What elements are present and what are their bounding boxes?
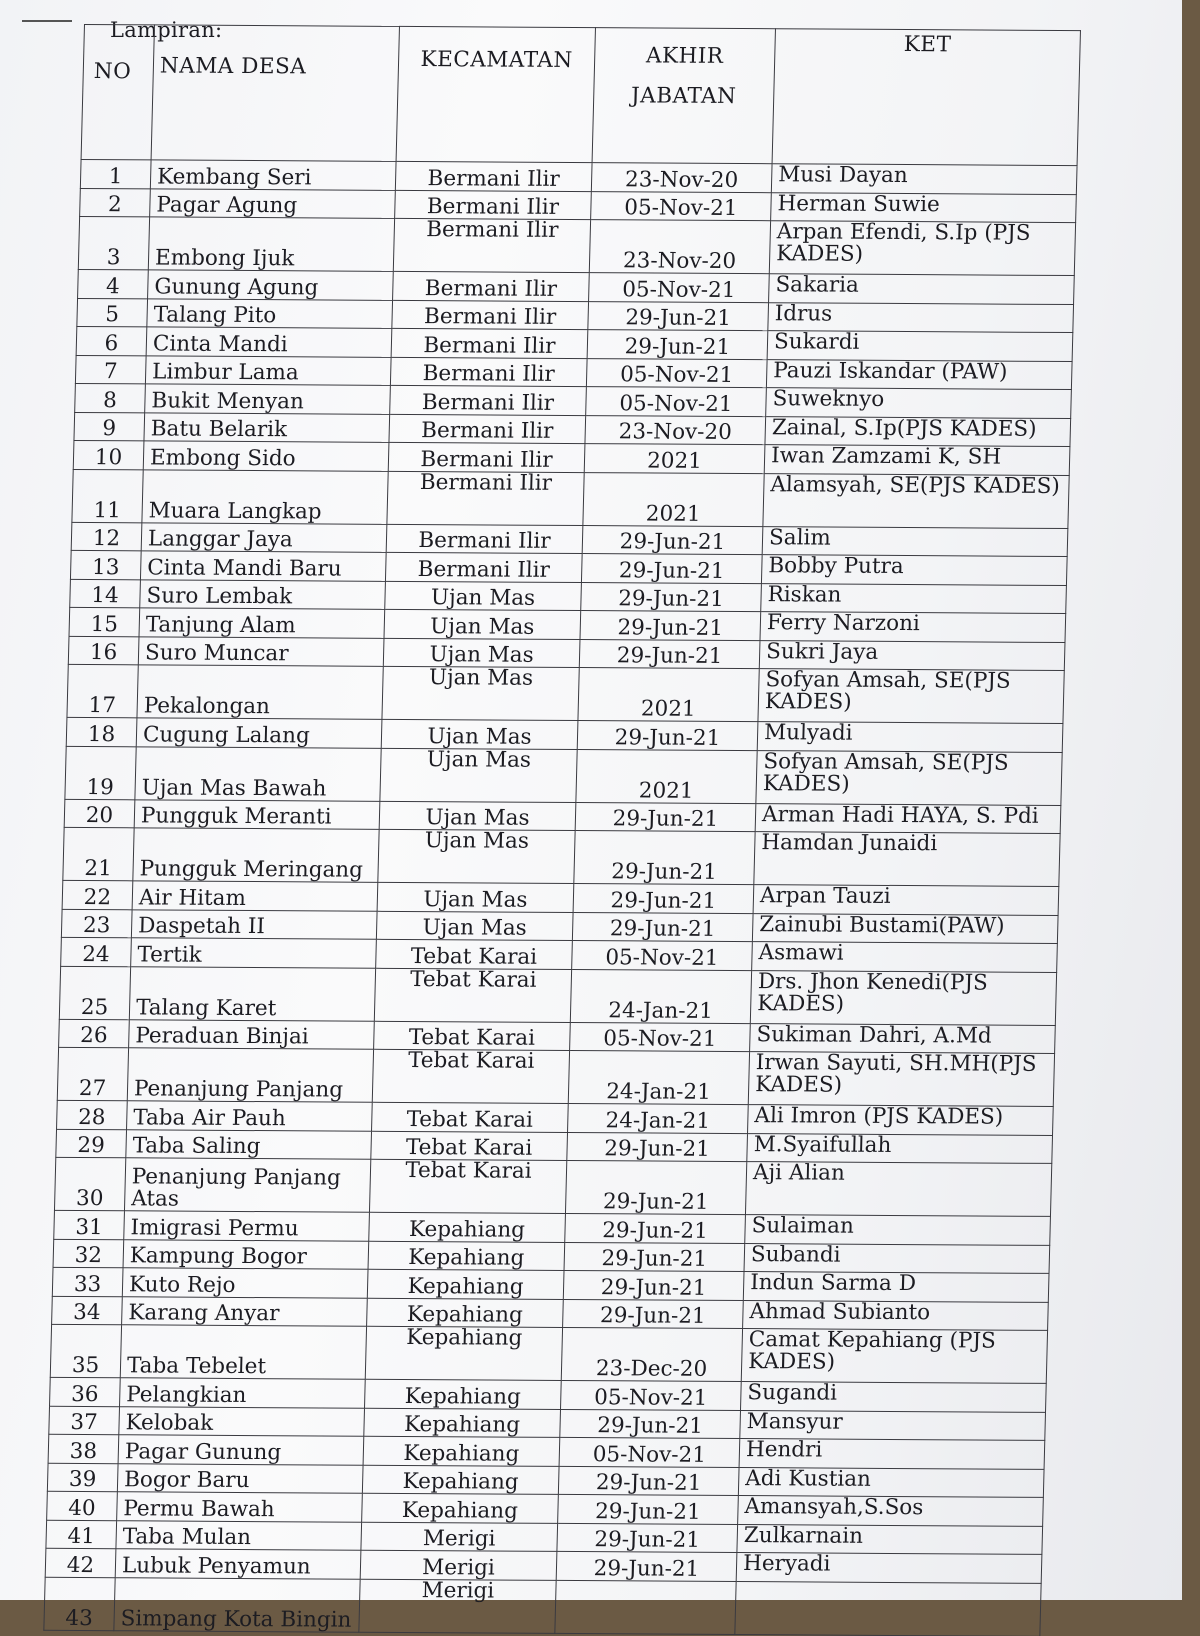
table-row (61, 909, 1058, 944)
table-row (72, 469, 1069, 528)
cell-akhir-jabatan: 05-Nov-21 (586, 387, 767, 417)
cell-kecamatan: Kepahiang (364, 1408, 561, 1438)
cell-nama-desa: Talang Karet (129, 966, 375, 1020)
cell-ket: Musi Dayan (771, 164, 1077, 194)
cell-ket: Hamdan Junaidi (754, 832, 1060, 887)
cell-no: 17 (67, 664, 138, 717)
cell-kecamatan: Bermani Ilir (389, 414, 586, 444)
table-row (50, 1324, 1047, 1383)
table-row (53, 1239, 1050, 1274)
cell-akhir-jabatan: 29-Jun-21 (588, 301, 769, 331)
cell-kecamatan: Tebat Karai (372, 1049, 569, 1103)
cell-kecamatan: Kepahiang (367, 1298, 564, 1328)
cell-kecamatan: Bermani Ilir (395, 161, 592, 191)
cell-nama-desa: Lubuk Penyamun (115, 1549, 361, 1579)
cell-kecamatan: Kepahiang (369, 1212, 566, 1242)
table-row (78, 269, 1075, 304)
cell-nama-desa: Pungguk Meringang (133, 828, 379, 882)
cell-no: 7 (75, 355, 146, 384)
cell-no: 12 (71, 522, 142, 551)
cell-nama-desa: Pungguk Meranti (134, 799, 380, 829)
cell-ket: Idrus (768, 302, 1074, 332)
cell-ket: Sugandi (741, 1382, 1047, 1412)
cell-kecamatan: Bermani Ilir (392, 300, 589, 330)
table-row (77, 298, 1074, 333)
cell-no: 29 (56, 1129, 127, 1158)
cell-no: 26 (59, 1019, 130, 1048)
table-row (69, 607, 1066, 642)
cell-kecamatan: Bermani Ilir (390, 357, 587, 387)
cell-akhir-jabatan: 2021 (583, 472, 764, 526)
cell-ket: Hendri (739, 1439, 1045, 1469)
cell-nama-desa: Embong Sido (143, 441, 389, 471)
cell-kecamatan: Bermani Ilir (386, 524, 583, 554)
cell-ket: Herman Suwie (771, 192, 1077, 222)
cell-no: 31 (54, 1210, 125, 1239)
cell-kecamatan: Bermani Ilir (390, 385, 587, 415)
cell-kecamatan: Tebat Karai (371, 1131, 568, 1161)
cell-nama-desa: Karang Anyar (122, 1296, 368, 1326)
cell-akhir-jabatan (555, 1580, 736, 1634)
cell-ket: Riskan (761, 583, 1067, 613)
cell-kecamatan: Tebat Karai (374, 968, 571, 1022)
cell-nama-desa: Cinta Mandi Baru (140, 551, 386, 581)
cell-nama-desa: Embong Ijuk (148, 217, 394, 271)
cell-no: 4 (78, 269, 149, 298)
cell-ket: Zainal, S.Ip(PJS KADES) (765, 416, 1071, 446)
cell-kecamatan: Ujan Mas (385, 581, 582, 611)
table-row (70, 579, 1067, 614)
cell-akhir-jabatan: 29-Jun-21 (572, 912, 753, 942)
cell-nama-desa: Daspetah II (131, 909, 377, 939)
cell-nama-desa: Taba Tebelet (120, 1325, 366, 1379)
cell-nama-desa: Pagar Gunung (118, 1435, 364, 1465)
table-row (50, 1377, 1047, 1412)
cell-nama-desa: Penanjung Panjang (127, 1048, 373, 1102)
cell-no: 39 (47, 1463, 118, 1492)
cell-nama-desa: Talang Pito (147, 298, 393, 328)
cell-akhir-jabatan: 29-Jun-21 (581, 582, 762, 612)
cell-nama-desa: Muara Langkap (142, 469, 388, 523)
cell-no: 21 (63, 827, 134, 880)
cell-akhir-jabatan: 2021 (578, 668, 759, 722)
cell-nama-desa: Air Hitam (132, 881, 378, 911)
header-akhir-line2: JABATAN (630, 83, 737, 109)
cell-nama-desa: Peraduan Binjai (129, 1019, 375, 1049)
cell-no: 40 (47, 1491, 118, 1520)
cell-kecamatan: Tebat Karai (374, 1021, 571, 1051)
cell-ket (735, 1581, 1041, 1636)
cell-nama-desa: Kelobak (119, 1406, 365, 1436)
cell-akhir-jabatan: 29-Jun-21 (558, 1494, 739, 1524)
cell-akhir-jabatan: 24-Jan-21 (570, 969, 751, 1023)
cell-no: 33 (52, 1267, 123, 1296)
table-row (70, 550, 1067, 585)
cell-no: 16 (68, 636, 139, 665)
cell-kecamatan: Ujan Mas (379, 801, 576, 831)
cell-akhir-jabatan: 29-Jun-21 (575, 802, 756, 832)
cell-kecamatan: Ujan Mas (380, 748, 577, 802)
header-ket: KET (772, 29, 1080, 166)
cell-akhir-jabatan: 05-Nov-21 (561, 1380, 742, 1410)
cell-no: 35 (50, 1324, 121, 1377)
cell-akhir-jabatan: 29-Jun-21 (587, 330, 768, 360)
cell-no: 9 (74, 412, 145, 441)
cell-akhir-jabatan: 29-Jun-21 (574, 831, 755, 885)
cell-nama-desa: Taba Saling (126, 1129, 372, 1159)
table-row (67, 664, 1064, 723)
table-row (64, 799, 1061, 834)
table-row (59, 966, 1056, 1025)
table-row (47, 1491, 1044, 1526)
cell-ket: Arpan Tauzi (753, 885, 1059, 915)
header-akhir-line1: AKHIR (645, 43, 724, 69)
cell-no: 2 (80, 188, 151, 217)
cell-akhir-jabatan: 2021 (584, 444, 765, 474)
cell-kecamatan: Bermani Ilir (385, 552, 582, 582)
table-header-row (81, 25, 1080, 166)
table-row (75, 383, 1072, 418)
cell-kecamatan: Bermani Ilir (387, 471, 584, 525)
cell-no: 34 (52, 1296, 123, 1325)
cell-nama-desa: Bogor Baru (117, 1463, 363, 1493)
table-row (59, 1019, 1056, 1054)
cell-kecamatan: Bermani Ilir (395, 190, 592, 220)
cell-akhir-jabatan: 24-Jan-21 (568, 1050, 749, 1104)
table-row (65, 746, 1062, 805)
cell-ket: Mulyadi (757, 722, 1063, 752)
cell-ket: Pauzi Iskandar (PAW) (766, 359, 1072, 389)
cell-kecamatan: Ujan Mas (383, 638, 580, 668)
cell-ket: Sukiman Dahri, A.Md (750, 1023, 1056, 1053)
cell-nama-desa: Gunung Agung (148, 270, 394, 300)
header-akhir-jabatan (592, 28, 775, 164)
cell-nama-desa: Kembang Seri (150, 160, 396, 190)
cell-akhir-jabatan: 29-Jun-21 (582, 525, 763, 555)
cell-kecamatan: Bermani Ilir (391, 328, 588, 358)
cell-no: 22 (62, 880, 133, 909)
cell-nama-desa: Bukit Menyan (145, 384, 391, 414)
table-row (68, 636, 1065, 671)
cell-akhir-jabatan: 2021 (576, 749, 757, 803)
cell-no: 37 (49, 1406, 120, 1435)
table-row (74, 412, 1071, 447)
table-row (46, 1520, 1043, 1555)
cell-no: 6 (76, 326, 147, 355)
table-row (45, 1548, 1042, 1583)
cell-kecamatan: Merigi (360, 1550, 557, 1580)
cell-ket: Ali Imron (PJS KADES) (748, 1105, 1054, 1135)
cell-nama-desa: Suro Lembak (140, 579, 386, 609)
table-row (66, 717, 1063, 752)
cell-kecamatan: Ujan Mas (378, 829, 575, 883)
cell-akhir-jabatan: 23-Nov-20 (589, 220, 770, 274)
cell-no: 13 (70, 550, 141, 579)
cell-kecamatan: Tebat Karai (369, 1159, 566, 1213)
cell-no: 43 (44, 1577, 115, 1630)
table-row (56, 1129, 1053, 1164)
cell-no: 20 (64, 799, 135, 828)
cell-ket: Indun Sarma D (743, 1272, 1049, 1302)
cell-no: 24 (61, 937, 132, 966)
cell-nama-desa: Batu Belarik (144, 412, 390, 442)
cell-akhir-jabatan: 29-Jun-21 (557, 1523, 738, 1553)
cell-no: 1 (80, 159, 151, 188)
header-kecamatan: KECAMATAN (396, 26, 595, 162)
cell-no: 18 (66, 717, 137, 746)
cell-no: 28 (57, 1100, 128, 1129)
table-row (62, 880, 1059, 915)
cell-akhir-jabatan: 23-Nov-20 (591, 163, 772, 193)
cell-akhir-jabatan: 29-Jun-21 (581, 554, 762, 584)
cell-nama-desa: Limbur Lama (145, 355, 391, 385)
cell-ket: Salim (762, 526, 1068, 556)
cell-ket: Irwan Sayuti, SH.MH(PJS KADES) (748, 1052, 1054, 1107)
cell-no: 23 (61, 909, 132, 938)
table-row (52, 1296, 1049, 1331)
cell-kecamatan: Kepahiang (365, 1379, 562, 1409)
cell-no: 3 (78, 216, 149, 269)
cell-ket: Sukardi (767, 331, 1073, 361)
cell-ket: Camat Kepahiang (PJS KADES) (741, 1329, 1047, 1384)
cell-nama-desa: Permu Bawah (117, 1492, 363, 1522)
cell-akhir-jabatan: 05-Nov-21 (572, 941, 753, 971)
cell-nama-desa: Suro Muncar (138, 636, 384, 666)
header-no: NO (81, 25, 154, 160)
cell-akhir-jabatan: 05-Nov-21 (559, 1437, 740, 1467)
cell-akhir-jabatan: 29-Jun-21 (565, 1213, 746, 1243)
table-row (49, 1406, 1046, 1441)
cell-no: 32 (53, 1239, 124, 1268)
village-head-table (43, 24, 1081, 1636)
cell-kecamatan: Tebat Karai (376, 939, 573, 969)
cell-no: 27 (57, 1047, 128, 1100)
cell-ket: Ahmad Subianto (743, 1300, 1049, 1330)
table-row (73, 440, 1070, 475)
cell-kecamatan: Ujan Mas (377, 882, 574, 912)
table-row (54, 1210, 1051, 1245)
cell-akhir-jabatan: 23-Nov-20 (585, 415, 766, 445)
cell-kecamatan: Bermani Ilir (388, 442, 585, 472)
table-row (44, 1577, 1041, 1636)
cell-no: 15 (69, 607, 140, 636)
table-row (47, 1463, 1044, 1498)
cell-ket: Sakaria (769, 274, 1075, 304)
cell-nama-desa: Taba Mulan (116, 1520, 362, 1550)
cell-no: 41 (46, 1520, 117, 1549)
cell-kecamatan: Ujan Mas (384, 609, 581, 639)
cell-akhir-jabatan: 05-Nov-21 (570, 1022, 751, 1052)
cell-akhir-jabatan: 29-Jun-21 (556, 1551, 737, 1581)
header-nama-desa: NAMA DESA (151, 25, 399, 161)
cell-kecamatan: Kepahiang (362, 1465, 559, 1495)
cell-ket: Mansyur (740, 1410, 1046, 1440)
cell-akhir-jabatan: 05-Nov-21 (589, 273, 770, 303)
cell-akhir-jabatan: 29-Jun-21 (573, 884, 754, 914)
cell-akhir-jabatan: 29-Jun-21 (565, 1160, 746, 1214)
cell-no: 8 (75, 383, 146, 412)
cell-nama-desa: Ujan Mas Bawah (135, 746, 381, 800)
cell-ket: Alamsyah, SE(PJS KADES) (763, 473, 1069, 528)
cell-no: 11 (72, 469, 143, 522)
cell-nama-desa: Kuto Rejo (122, 1268, 368, 1298)
cell-nama-desa: Tertik (131, 938, 377, 968)
cell-ket: Sulaiman (745, 1215, 1051, 1245)
cell-ket: Ferry Narzoni (760, 612, 1066, 642)
cell-no: 10 (73, 440, 144, 469)
cell-kecamatan: Ujan Mas (382, 666, 579, 720)
cell-akhir-jabatan: 29-Jun-21 (563, 1270, 744, 1300)
cell-no: 25 (59, 966, 130, 1019)
cell-nama-desa: Cinta Mandi (146, 327, 392, 357)
cell-ket: Sukri Jaya (759, 640, 1065, 670)
cell-nama-desa: Pelangkian (120, 1378, 366, 1408)
cell-akhir-jabatan: 05-Nov-21 (591, 191, 772, 221)
cell-no: 36 (50, 1377, 121, 1406)
table-row (57, 1100, 1054, 1135)
cell-kecamatan: Kepahiang (363, 1436, 560, 1466)
cell-no: 38 (48, 1434, 119, 1463)
cell-ket: Subandi (744, 1243, 1050, 1273)
cell-no: 19 (65, 746, 136, 799)
cell-kecamatan: Merigi (361, 1522, 558, 1552)
cell-no: 42 (45, 1548, 116, 1577)
table-row (54, 1157, 1051, 1216)
cell-akhir-jabatan: 29-Jun-21 (560, 1409, 741, 1439)
cell-kecamatan: Ujan Mas (376, 911, 573, 941)
cell-akhir-jabatan: 29-Jun-21 (558, 1466, 739, 1496)
cell-kecamatan: Kepahiang (367, 1269, 564, 1299)
table-row (71, 522, 1068, 557)
table-row (78, 216, 1075, 275)
cell-akhir-jabatan: 29-Jun-21 (577, 721, 758, 751)
table-row (80, 188, 1077, 223)
cell-kecamatan: Bermani Ilir (393, 271, 590, 301)
cell-nama-desa: Pekalongan (137, 665, 383, 719)
cell-akhir-jabatan: 29-Jun-21 (580, 611, 761, 641)
table-body (44, 159, 1077, 1635)
cell-nama-desa: Tanjung Alam (139, 608, 385, 638)
cell-ket: Zainubi Bustami(PAW) (752, 913, 1058, 943)
cell-ket: Iwan Zamzami K, SH (764, 445, 1070, 475)
table-row (75, 355, 1072, 390)
cell-nama-desa: Kampung Bogor (123, 1239, 369, 1269)
cell-ket: Amansyah,S.Sos (738, 1496, 1044, 1526)
cell-akhir-jabatan: 05-Nov-21 (586, 358, 767, 388)
table-row (76, 326, 1073, 361)
cell-ket: Sofyan Amsah, SE(PJS KADES) (758, 669, 1064, 724)
cell-ket: Arpan Efendi, S.Ip (PJS KADES) (769, 221, 1075, 276)
cell-no: 14 (70, 579, 141, 608)
table-row (52, 1267, 1049, 1302)
cell-akhir-jabatan: 29-Jun-21 (564, 1242, 745, 1272)
cell-ket: Asmawi (752, 942, 1058, 972)
cell-akhir-jabatan: 29-Jun-21 (567, 1132, 748, 1162)
cell-ket: M.Syaifullah (747, 1133, 1053, 1163)
cell-nama-desa: Imigrasi Permu (124, 1211, 370, 1241)
table-row (48, 1434, 1045, 1469)
cell-ket: Bobby Putra (761, 555, 1067, 585)
cell-ket: Aji Alian (745, 1162, 1051, 1217)
cell-no: 30 (54, 1157, 125, 1210)
table-container (43, 24, 1081, 1636)
table-row (57, 1047, 1054, 1106)
table-row (63, 827, 1060, 886)
cell-akhir-jabatan: 24-Jan-21 (568, 1103, 749, 1133)
cell-ket: Adi Kustian (738, 1467, 1044, 1497)
cell-ket: Zulkarnain (737, 1524, 1043, 1554)
cell-nama-desa: Cugung Lalang (136, 718, 382, 748)
cell-kecamatan: Kepahiang (368, 1241, 565, 1271)
cell-nama-desa: Taba Air Pauh (127, 1101, 373, 1131)
cell-kecamatan: Ujan Mas (381, 719, 578, 749)
cell-nama-desa: Simpang Kota Bingin (114, 1577, 360, 1631)
cell-nama-desa: Penanjung Panjang Atas (124, 1158, 370, 1212)
cell-nama-desa: Langgar Jaya (141, 522, 387, 552)
cell-kecamatan: Tebat Karai (372, 1102, 569, 1132)
cell-kecamatan: Kepahiang (365, 1326, 562, 1380)
corner-mark (22, 20, 72, 22)
cell-akhir-jabatan: 29-Jun-21 (563, 1299, 744, 1329)
cell-kecamatan: Bermani Ilir (393, 218, 590, 272)
cell-ket: Heryadi (736, 1553, 1042, 1583)
table-row (80, 159, 1077, 194)
cell-ket: Sofyan Amsah, SE(PJS KADES) (756, 750, 1062, 805)
cell-ket: Arman Hadi HAYA, S. Pdi (755, 803, 1061, 833)
cell-nama-desa: Pagar Agung (150, 188, 396, 218)
cell-akhir-jabatan: 23-Dec-20 (561, 1327, 742, 1381)
cell-no: 5 (77, 298, 148, 327)
attachment-label: Lampiran: (110, 18, 223, 42)
cell-ket: Drs. Jhon Kenedi(PJS KADES) (750, 970, 1056, 1025)
cell-akhir-jabatan: 29-Jun-21 (579, 639, 760, 669)
cell-kecamatan: Kepahiang (362, 1493, 559, 1523)
cell-ket: Suweknyo (766, 388, 1072, 418)
cell-kecamatan: Merigi (359, 1579, 556, 1633)
